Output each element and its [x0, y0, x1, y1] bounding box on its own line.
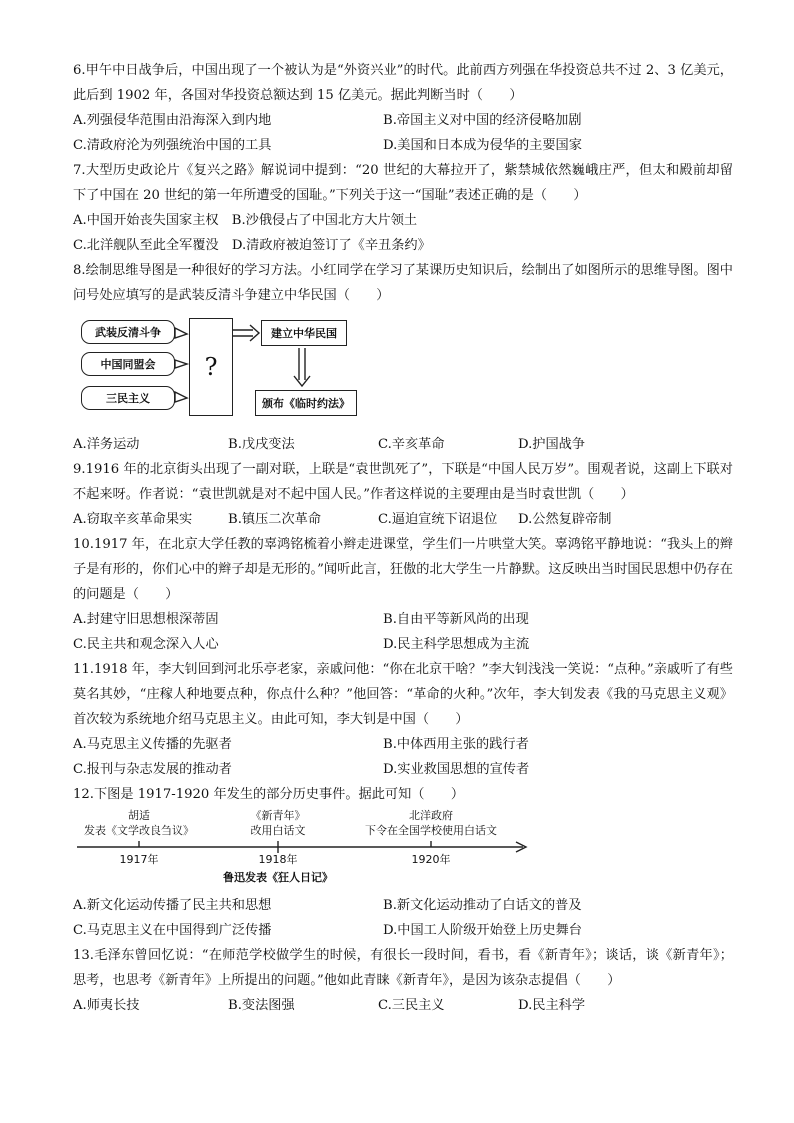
- option-c[interactable]: C.辛亥革命: [378, 437, 445, 452]
- question-stem: 9.1916 年的北京街头出现了一副对联，上联是“袁世凯死了”，下联是“中国人民万岁”。围观者说，这副上下联对不起来呀。作者说：“袁世凯就是对不起中国人民。”作者这样说的主要理由是当时袁世凯（ ）: [73, 462, 733, 502]
- question-13: [73, 943, 733, 1018]
- options: [73, 208, 733, 258]
- option-c[interactable]: C.三民主义: [378, 998, 445, 1013]
- mind-map-item-1: 武装反清斗争: [81, 320, 175, 344]
- pointer-3: [175, 392, 187, 402]
- options: [73, 432, 733, 457]
- pointer-1: [175, 328, 187, 338]
- option-d[interactable]: D.公然复辟帝制: [518, 512, 612, 527]
- event-2-line-1: 《新青年》: [250, 809, 306, 822]
- year-1917: 1917年: [119, 853, 159, 866]
- option-b[interactable]: B.变法图强: [228, 998, 295, 1013]
- mind-map-center: ?: [189, 318, 233, 416]
- option-b[interactable]: B.帝国主义对中国的经济侵略加剧: [383, 113, 582, 128]
- options: [73, 607, 733, 657]
- year-1918: 1918年: [258, 853, 298, 866]
- year-1920: 1920年: [411, 853, 451, 866]
- question-11: [73, 657, 733, 782]
- option-a[interactable]: A.列强侵华范围由沿海深入到内地: [73, 113, 272, 128]
- event-3-line-1: 北洋政府: [409, 809, 453, 822]
- double-arrow-down: [294, 376, 310, 386]
- pointer-2: [175, 360, 187, 368]
- option-c[interactable]: C.报刊与杂志发展的推动者: [73, 762, 232, 777]
- question-stem: 12.下图是 1917-1920 年发生的部分历史事件。据此可知（ ）: [73, 787, 465, 802]
- option-d[interactable]: D.民主科学思想成为主流: [383, 637, 530, 652]
- double-arrow-right: [250, 325, 259, 341]
- question-10: [73, 532, 733, 657]
- option-a[interactable]: A.封建守旧思想根深蒂固: [73, 612, 219, 627]
- options: [73, 507, 733, 532]
- option-d[interactable]: D.民主科学: [518, 998, 586, 1013]
- question-stem: 13.毛泽东曾回忆说：“在师范学校做学生的时候，有很长一段时间，看书，看《新青年》；谈话，谈《新青年》；思考，也思考《新青年》上所提出的问题。”他如此青睐《新青年》，是因为该杂志提倡（ ）: [73, 948, 733, 988]
- option-b[interactable]: B.镇压二次革命: [228, 512, 322, 527]
- options: [73, 732, 733, 782]
- option-c[interactable]: C.民主共和观念深入人心: [73, 637, 219, 652]
- question-9: [73, 457, 733, 532]
- event-3-line-2: 下令在全国学校使用白话文: [365, 824, 497, 837]
- option-b[interactable]: B.自由平等新风尚的出现: [383, 612, 529, 627]
- question-7: [73, 158, 733, 258]
- option-a[interactable]: A.洋务运动: [73, 437, 140, 452]
- question-6: [73, 58, 733, 158]
- question-stem: 8.绘制思维导图是一种很好的学习方法。小红同学在学习了某课历史知识后，绘制出了如图所示的思维导图。图中问号处应填写的是武装反清斗争建立中华民国（ ）: [73, 263, 733, 303]
- option-c[interactable]: C.清政府沦为列强统治中国的工具: [73, 138, 272, 153]
- option-a[interactable]: A.窃取辛亥革命果实: [73, 512, 193, 527]
- option-d[interactable]: D.实业救国思想的宣传者: [383, 762, 530, 777]
- event-1-line-2: 发表《文学改良刍议》: [84, 824, 194, 837]
- question-stem: 10.1917 年，在北京大学任教的辜鸿铭梳着小辫走进课堂，学生们一片哄堂大笑。辜鸿铭平静地说：“我头上的辫子是有形的，你们心中的辫子却是无形的。”闻听此言，狂傲的北大学生一片静默。这反映出当时国民思想中仍存在的问题是（ ）: [73, 537, 733, 602]
- mind-map-item-3: 三民主义: [81, 386, 175, 410]
- mind-map: [73, 316, 733, 426]
- option-a[interactable]: A.马克思主义传播的先驱者: [73, 737, 232, 752]
- question-12: [73, 782, 733, 943]
- question-8: [73, 258, 733, 457]
- options: [73, 108, 733, 158]
- mind-map-item-2: 中国同盟会: [81, 352, 175, 376]
- mind-map-right-top: 建立中华民国: [261, 320, 347, 346]
- option-cd[interactable]: C.北洋舰队至此全军覆没 D.清政府被迫签订了《辛丑条约》: [73, 238, 431, 253]
- exam-page: [73, 58, 733, 1018]
- options: [73, 993, 733, 1018]
- mind-map-right-bottom: 颁布《临时约法》: [255, 390, 357, 416]
- option-a[interactable]: A.新文化运动传播了民主共和思想: [73, 898, 272, 913]
- timeline: [73, 809, 733, 891]
- event-2-line-2: 改用白话文: [250, 824, 306, 837]
- question-stem: 11.1918 年，李大钊回到河北乐亭老家，亲戚问他：“你在北京干啥？”李大钊浅浅一笑说：“点种。”亲戚听了有些莫名其妙，“庄稼人种地要点种，你点什么种？”他回答：“革命的火种。”次年，李大钊发表《我的马克思主义观》首次较为系统地介绍马克思主义。由此可知，李大钊是中国（ ）: [73, 662, 733, 727]
- option-a[interactable]: A.师夷长技: [73, 998, 140, 1013]
- event-below-1918: 鲁迅发表《狂人日记》: [223, 871, 333, 884]
- option-b[interactable]: B.中体西用主张的践行者: [383, 737, 529, 752]
- option-ab[interactable]: A.中国开始丧失国家主权 B.沙俄侵占了中国北方大片领土: [73, 213, 418, 228]
- option-b[interactable]: B.新文化运动推动了白话文的普及: [383, 898, 582, 913]
- option-c[interactable]: C.马克思主义在中国得到广泛传播: [73, 923, 272, 938]
- option-c[interactable]: C.逼迫宣统下诏退位: [378, 512, 498, 527]
- options: [73, 893, 733, 943]
- option-d[interactable]: D.护国战争: [518, 437, 586, 452]
- option-d[interactable]: D.中国工人阶级开始登上历史舞台: [383, 923, 582, 938]
- event-1-line-1: 胡适: [128, 809, 150, 822]
- option-b[interactable]: B.戊戌变法: [228, 437, 295, 452]
- question-stem: 6.甲午中日战争后，中国出现了一个被认为是“外资兴业”的时代。此前西方列强在华投资总共不过 2、3 亿美元，此后到 1902 年，各国对华投资总额达到 15 亿美元。据此判断当时（ ）: [73, 63, 733, 103]
- question-stem: 7.大型历史政论片《复兴之路》解说词中提到：“20 世纪的大幕拉开了，紫禁城依然巍峨庄严，但太和殿前却留下了中国在 20 世纪的第一年所遭受的国耻。”下列关于这一“国耻”表述正确的是（ ）: [73, 163, 733, 203]
- option-d[interactable]: D.美国和日本成为侵华的主要国家: [383, 138, 582, 153]
